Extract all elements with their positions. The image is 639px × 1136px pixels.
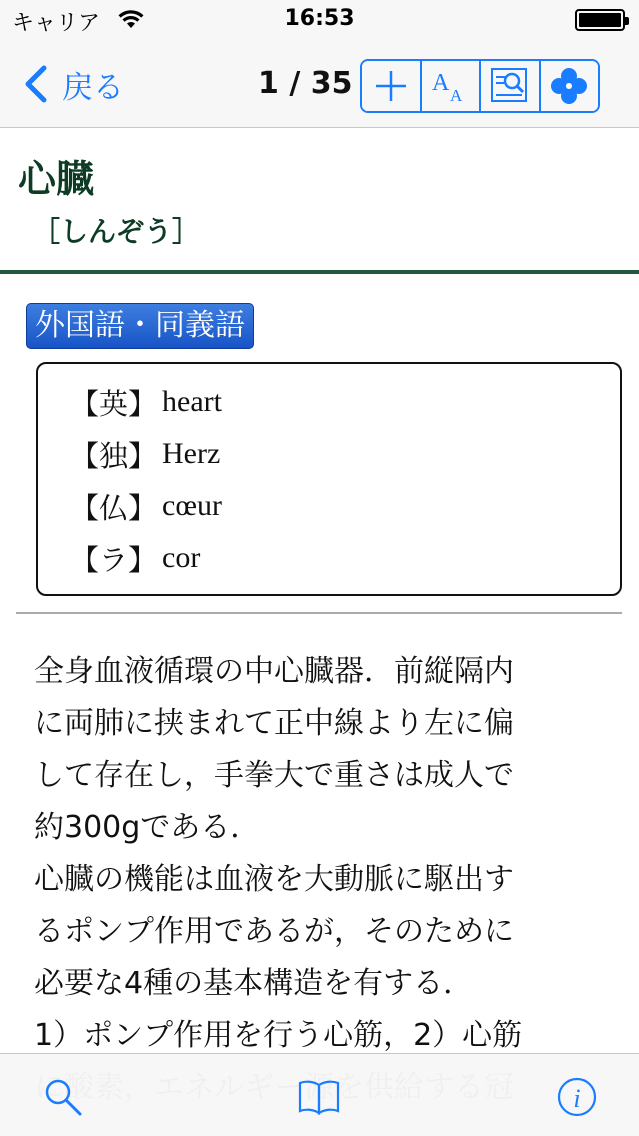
translation-row	[70, 480, 222, 532]
section-badge-foreign-terms: 外国語・同義語	[26, 303, 254, 349]
translation-word: Herz	[162, 437, 221, 470]
definition-line: 1）ポンプ作用を行う心筋，2）心筋	[34, 1018, 523, 1053]
book-icon	[297, 1077, 341, 1117]
translation-word: cor	[162, 541, 201, 574]
navigation-bar	[0, 40, 639, 128]
battery-icon	[575, 9, 625, 31]
definition-text	[34, 646, 594, 1114]
headword-reading: ［しんぞう］	[32, 215, 201, 248]
back-button[interactable]	[20, 62, 124, 106]
content-divider	[16, 612, 622, 614]
definition-line: 約300gである．	[34, 810, 261, 845]
definition-line: 心臓の機能は血液を大動脈に駆出す	[34, 862, 514, 897]
translation-lang: 【独】	[70, 438, 158, 473]
translation-row	[70, 376, 222, 428]
status-bar	[0, 0, 639, 40]
svg-text:A: A	[432, 70, 450, 96]
headword: 心臓	[18, 157, 95, 201]
translation-row	[70, 428, 220, 480]
info-button[interactable]	[552, 1072, 602, 1122]
definition-line: るポンプ作用であるが，そのために	[34, 914, 514, 949]
font-size-icon	[430, 68, 470, 104]
add-bookmark-button[interactable]	[362, 61, 422, 111]
definition-line: に両肺に挟まれて正中線より左に偏	[34, 706, 514, 741]
translation-lang: 【英】	[70, 386, 158, 421]
search-button[interactable]	[38, 1072, 88, 1122]
translations-box	[36, 362, 622, 596]
svg-text:i: i	[573, 1084, 581, 1113]
search-icon	[42, 1076, 84, 1118]
bottom-toolbar	[0, 1053, 639, 1136]
definition-line: 必要な4種の基本構造を有する．	[34, 966, 474, 1001]
carrier-label: キャリア	[12, 11, 101, 36]
page-counter: 1 / 35	[258, 66, 353, 101]
definition-line: 全身血液循環の中心臓器．前縦隔内	[34, 654, 514, 689]
translation-lang: 【ラ】	[70, 542, 158, 577]
add-icon	[374, 69, 408, 103]
header-divider	[0, 270, 639, 274]
translation-word: heart	[162, 385, 222, 418]
chevron-left-icon	[20, 62, 60, 106]
definition-line: して存在し，手拳大で重さは成人で	[34, 758, 514, 793]
svg-text:A: A	[450, 86, 463, 104]
menu-button[interactable]	[541, 61, 599, 111]
search-document-icon	[490, 67, 530, 105]
clover-icon	[550, 67, 588, 105]
translation-row	[70, 532, 200, 584]
back-label: 戻る	[62, 69, 124, 106]
search-in-document-button[interactable]	[481, 61, 541, 111]
translation-word: cœur	[162, 489, 222, 522]
toolbar-segmented-control	[360, 59, 600, 113]
font-size-button[interactable]	[422, 61, 482, 111]
translation-lang: 【仏】	[70, 490, 158, 525]
info-icon	[556, 1076, 598, 1118]
contents-button[interactable]	[294, 1072, 344, 1122]
status-time: 16:53	[284, 6, 355, 31]
